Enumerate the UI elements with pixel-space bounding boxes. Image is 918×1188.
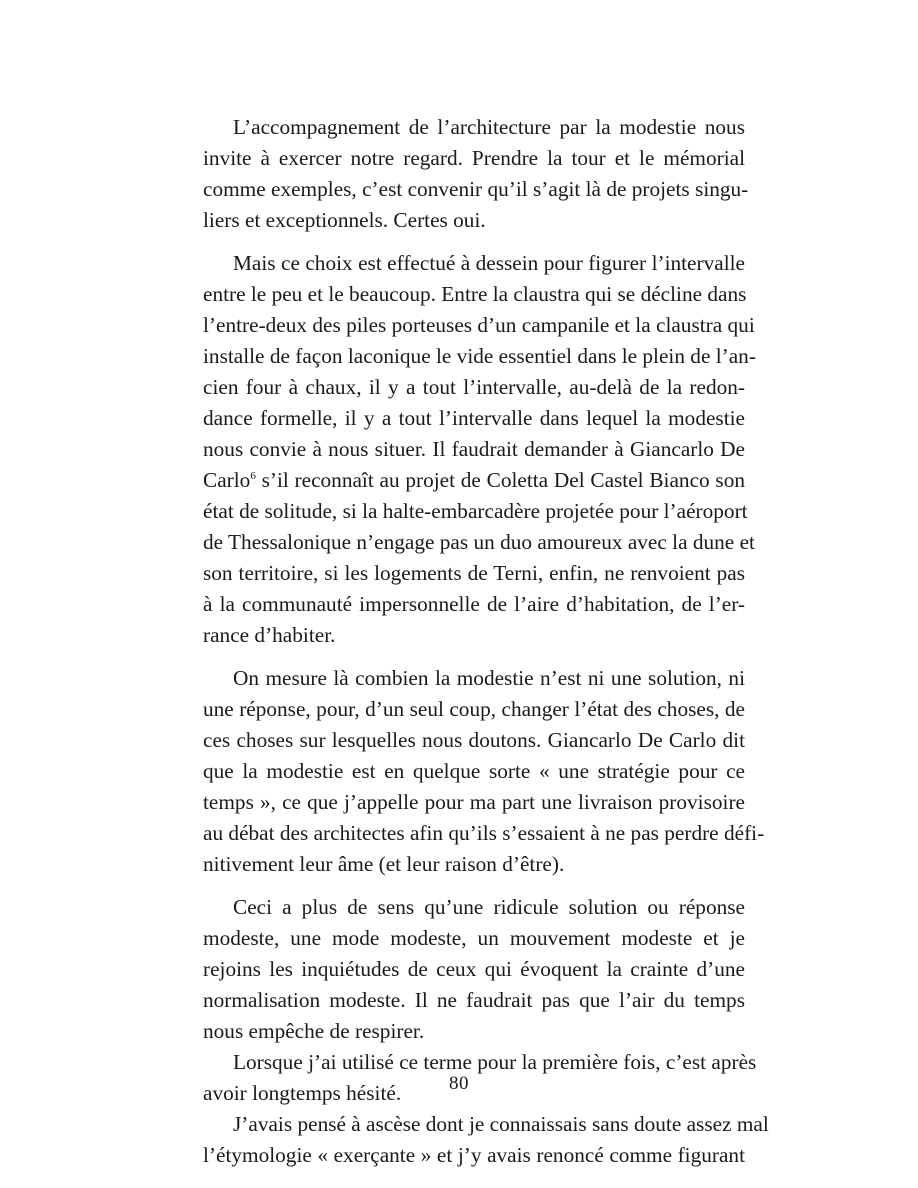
text-line: état de solitude, si la halte-embarcadère projetée pour l’aéroport [203,499,748,523]
text-line: L’accompagnement de l’architecture par la modestie nous [233,115,745,139]
text-line: Lorsque j’ai utilisé ce terme pour la première fois, c’est après [233,1050,757,1074]
text-line: l’entre-deux des piles porteuses d’un campanile et la claustra qui [203,313,755,337]
text-line-rest: s’il reconnaît au projet de Coletta Del Castel Bianco son [255,468,745,492]
text-line: rance d’habiter. [203,623,336,647]
text-line: Mais ce choix est effectué à dessein pour figurer l’intervalle [233,251,745,275]
text-line: installe de façon laconique le vide essentiel dans le plein de l’an- [203,344,756,368]
text-line: rejoins les inquiétudes de ceux qui évoquent la crainte d’une [203,957,745,981]
text-line: J’avais pensé à ascèse dont je connaissais sans doute assez mal [233,1112,769,1136]
text-line: son territoire, si les logements de Terni, enfin, ne renvoient pas [203,561,745,585]
text-line: au débat des architectes afin qu’ils s’essaient à ne pas perdre défi- [203,821,765,845]
text-line: temps », ce que j’appelle pour ma part une livraison provisoire [203,790,745,814]
page-number: 80 [449,1073,469,1094]
paragraph-4 [173,892,745,1047]
footnote-reference[interactable]: 6 [250,469,256,482]
text-line: à la communauté impersonnelle de l’aire d’habitation, de l’er- [203,592,745,616]
text-line: modeste, une mode modeste, un mouvement modeste et je [203,926,745,950]
text-line: une réponse, pour, d’un seul coup, changer l’état des choses, de [203,697,745,721]
paragraph-1 [173,112,749,236]
text-line: normalisation modeste. Il ne faudrait pas que l’air du temps [203,988,745,1012]
text-line: liers et exceptionnels. Certes oui. [203,208,486,232]
footnote-anchor-text: Carlo [203,468,251,492]
text-line: nitivement leur âme (et leur raison d’être). [203,852,565,876]
text-line: avoir longtemps hésité. [203,1081,402,1105]
text-line: dance formelle, il y a tout l’intervalle dans lequel la modestie [203,406,745,430]
text-line: ces choses sur lesquelles nous doutons. Giancarlo De Carlo dit [203,728,745,752]
paragraph-2 [173,248,756,651]
text-line: On mesure là combien la modestie n’est ni une solution, ni [233,666,745,690]
text-line: l’étymologie « exerçante » et j’y avais renoncé comme figurant [203,1143,745,1167]
text-line: entre le peu et le beaucoup. Entre la claustra qui se décline dans [203,282,747,306]
page-body [173,112,769,1171]
text-line: de Thessalonique n’engage pas un duo amoureux avec la dune et [203,530,755,554]
text-line: comme exemples, c’est convenir qu’il s’agit là de projets singu- [203,177,749,201]
text-line: nous convie à nous situer. Il faudrait demander à Giancarlo De [203,437,745,461]
paragraph-3 [173,663,765,880]
paragraph-6 [173,1109,769,1171]
text-line [173,465,745,496]
text-line: cien four à chaux, il y a tout l’intervalle, au-delà de la redon- [203,375,745,399]
text-line: que la modestie est en quelque sorte « une stratégie pour ce [203,759,745,783]
text-line: invite à exercer notre regard. Prendre la tour et le mémorial [203,146,745,170]
text-line: nous empêche de respirer. [203,1019,425,1043]
text-line: Ceci a plus de sens qu’une ridicule solution ou réponse [233,895,745,919]
